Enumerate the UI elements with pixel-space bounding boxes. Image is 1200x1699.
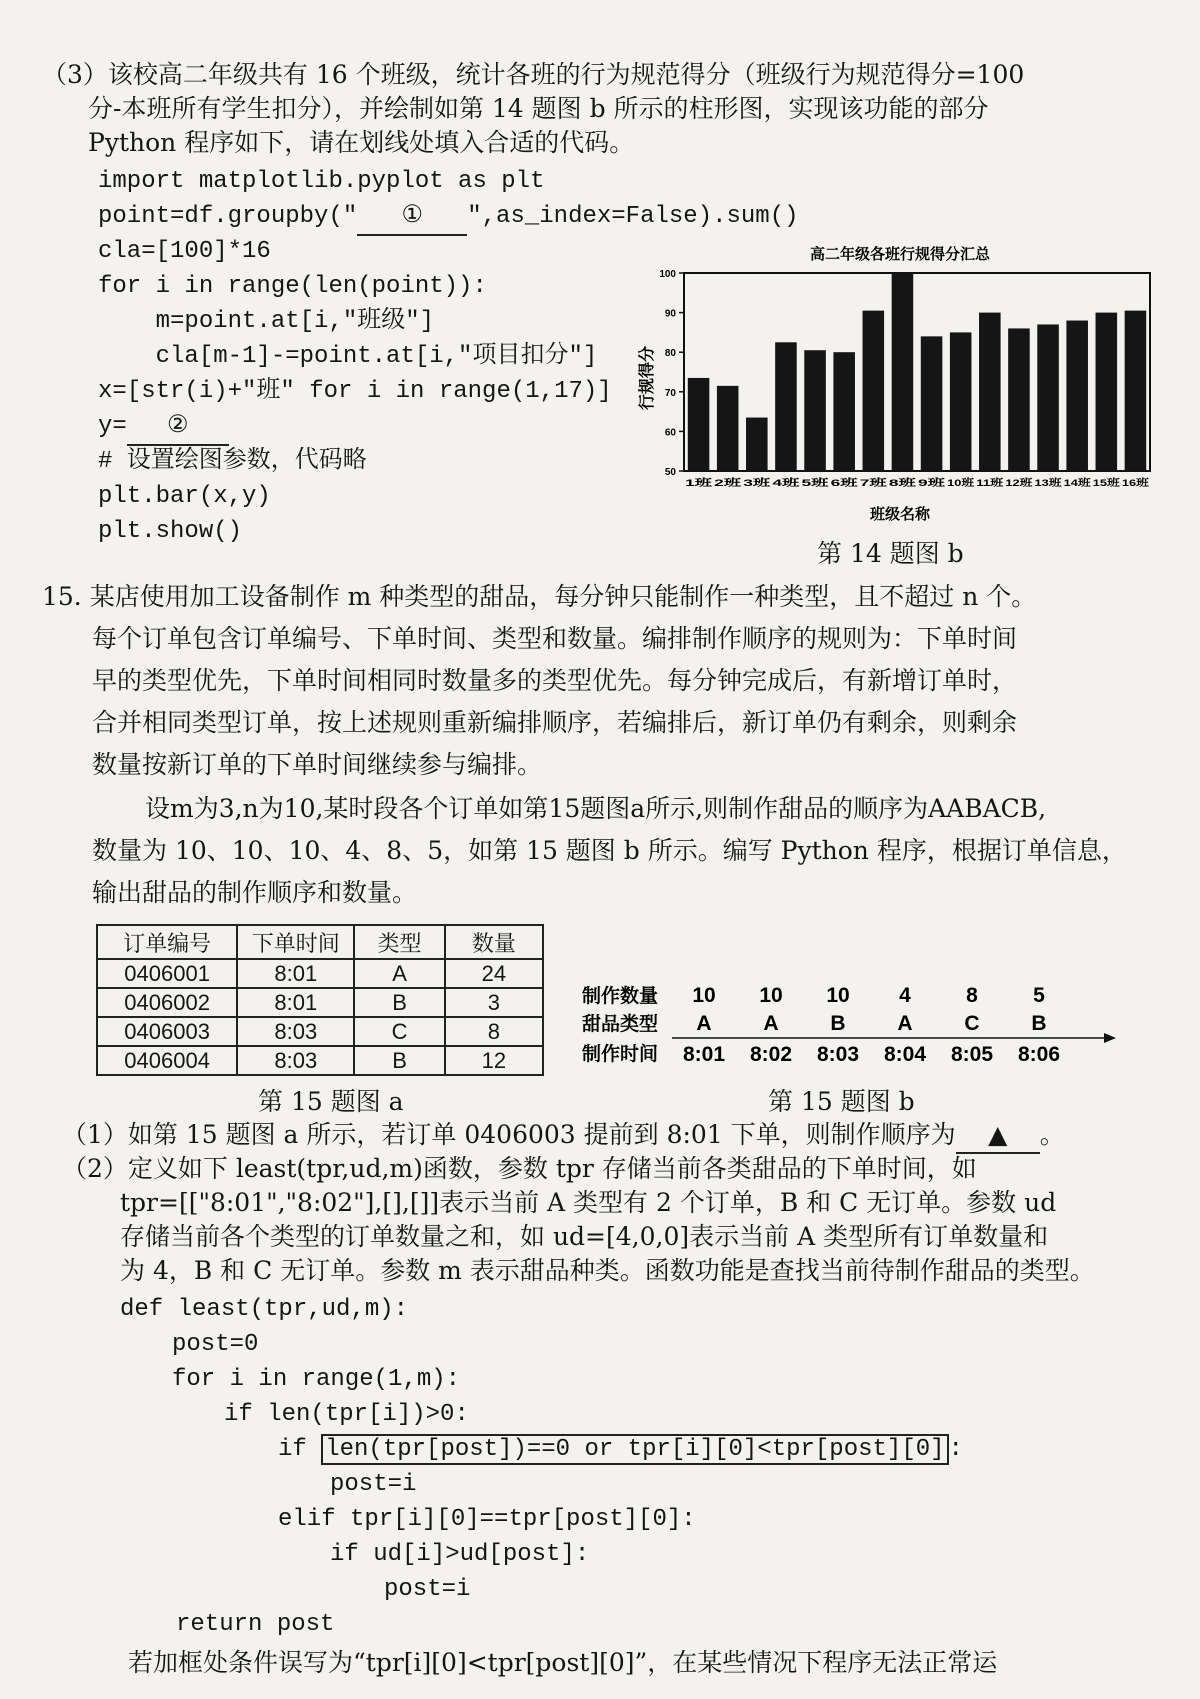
qty-value: 5 — [1033, 984, 1045, 1007]
blank-2: ② — [127, 409, 229, 446]
qty-value: 10 — [759, 984, 783, 1007]
code-show: plt.show() — [98, 518, 243, 545]
qty-value: 8 — [966, 984, 978, 1007]
q15-intro-line7: 数量为 10、10、10、4、8、5，如第 15 题图 b 所示。编写 Python 程序，根据订单信息， — [92, 836, 1127, 865]
x-tick-label: 11班 — [976, 478, 996, 489]
code-if-colon: : — [948, 1436, 963, 1463]
bar-6班 — [833, 352, 855, 471]
y-tick-label: 70 — [664, 387, 676, 399]
q14-part3-line3: Python 程序如下，请在划线处填入合适的代码。 — [88, 128, 635, 157]
bar-2班 — [717, 386, 739, 471]
label-qty: 制作数量 — [582, 986, 659, 1007]
type-value: C — [964, 1012, 980, 1035]
bar-12班 — [1008, 328, 1030, 471]
x-tick-label: 5班 — [801, 478, 817, 489]
q14-part3-line2: 分-本班所有学生扣分），并绘制如第 14 题图 b 所示的柱形图，实现该功能的部分 — [88, 94, 989, 123]
code-elif: elif tpr[i][0]==tpr[post][0]: — [278, 1506, 696, 1533]
type-value: A — [763, 1012, 779, 1035]
bar-3班 — [746, 418, 768, 471]
code-y — [98, 409, 229, 446]
x-tick-label: 10班 — [947, 478, 968, 489]
code-x: x=[str(i)+"班" for i in range(1,17)] — [98, 378, 612, 405]
bar-7班 — [863, 311, 885, 471]
table-row — [97, 959, 543, 988]
cell-type: B — [354, 1046, 444, 1075]
x-tick-label: 3班 — [743, 478, 759, 489]
code-y-pre: y= — [98, 413, 127, 440]
x-tick-label: 8班 — [888, 478, 904, 489]
q15-sub1-text: （1）如第 15 题图 a 所示，若订单 0406003 提前到 8:01 下单，则制作顺序为 — [62, 1120, 956, 1149]
code-if-len: if len(tpr[i])>0: — [224, 1401, 469, 1428]
chart-ylabel: 行规得分 — [639, 345, 656, 411]
y-tick-label: 80 — [664, 348, 676, 360]
timeline-arrowhead — [1104, 1033, 1116, 1043]
cell-order-id: 0406004 — [97, 1046, 237, 1075]
bar-14班 — [1066, 321, 1088, 471]
code-cla-sub: cla[m-1]-=point.at[i,"项目扣分"] — [98, 343, 598, 370]
q15-sub1 — [62, 1118, 1065, 1154]
type-value: B — [1031, 1012, 1047, 1035]
code-groupby — [98, 199, 799, 236]
table-header-row — [97, 925, 543, 959]
code-return: return post — [176, 1611, 335, 1638]
q15-intro-line5: 数量按新订单的下单时间继续参与编排。 — [92, 750, 543, 779]
q15-intro-line3: 早的类型优先，下单时间相同时数量多的类型优先。每分钟完成后，有新增订单时， — [92, 666, 1018, 695]
x-tick-label: 13班 — [1034, 478, 1055, 489]
q15-intro-line2: 每个订单包含订单编号、下单时间、类型和数量。编排制作顺序的规则为：下单时间 — [92, 624, 1018, 653]
q14-part3-line1: （3）该校高二年级共有 16 个班级，统计各班的行为规范得分（班级行为规范得分=100 — [42, 60, 1025, 89]
cell-type: B — [354, 988, 444, 1017]
cell-order-id: 0406003 — [97, 1017, 237, 1046]
chart-xlabel: 班级名称 — [869, 506, 931, 523]
fig14b-caption: 第 14 题图 b — [817, 539, 964, 568]
time-value: 8:05 — [950, 1043, 994, 1066]
code-groupby-pre: point=df.groupby(" — [98, 203, 358, 230]
x-tick-label: 14班 — [1063, 478, 1084, 489]
code-post-assign-1: post=i — [330, 1471, 417, 1498]
cell-qty: 12 — [445, 1046, 543, 1075]
time-value: 8:04 — [883, 1043, 927, 1066]
code-cla: cla=[100]*16 — [98, 238, 271, 265]
x-tick-label: 4班 — [772, 478, 788, 489]
bar-15班 — [1096, 313, 1118, 471]
y-tick-label: 60 — [664, 427, 676, 439]
q15-intro-line6: 设m为3,n为10,某时段各个订单如第15题图a所示,则制作甜品的顺序为AABACB, — [145, 794, 1047, 823]
bar-1班 — [688, 378, 710, 471]
code-post-assign-2: post=i — [384, 1576, 471, 1603]
chart-title: 高二年级各班行规得分汇总 — [809, 246, 991, 263]
y-tick-label: 100 — [659, 269, 676, 280]
boxed-condition: len(tpr[post])==0 or tpr[i][0]<tpr[post][0] — [321, 1434, 948, 1465]
q15-intro-line4: 合并相同类型订单，按上述规则重新编排顺序，若编排后，新订单仍有剩余，则剩余 — [92, 708, 1018, 737]
code-if-keyword: if — [278, 1436, 322, 1463]
code-if-boxed — [278, 1432, 963, 1467]
table-row — [97, 988, 543, 1017]
y-tick-label: 90 — [664, 308, 676, 320]
bar-8班 — [892, 273, 914, 471]
time-value: 8:02 — [749, 1043, 793, 1066]
x-tick-label: 15班 — [1092, 478, 1113, 489]
th-type: 类型 — [354, 925, 444, 959]
code-bar: plt.bar(x,y) — [98, 483, 271, 510]
fig15a-caption: 第 15 题图 a — [258, 1087, 404, 1116]
y-tick-label: 50 — [664, 467, 676, 478]
code-for: for i in range(len(point)): — [98, 273, 487, 300]
qty-value: 4 — [899, 984, 911, 1007]
th-qty: 数量 — [445, 925, 543, 959]
blank-1: ① — [357, 199, 467, 236]
table-row — [97, 1017, 543, 1046]
cell-order-id: 0406002 — [97, 988, 237, 1017]
code-m-assign: m=point.at[i,"班级"] — [98, 308, 435, 335]
cell-type: C — [354, 1017, 444, 1046]
x-tick-label: 2班 — [714, 478, 729, 489]
bar-9班 — [921, 336, 943, 471]
code-for-range: for i in range(1,m): — [172, 1366, 461, 1393]
x-tick-label: 16班 — [1121, 478, 1142, 489]
q15-sub2-line2: tpr=[["8:01","8:02"],[],[]]表示当前 A 类型有 2 个订单，B 和 C 无订单。参数 ud — [120, 1188, 1057, 1217]
time-value: 8:06 — [1017, 1043, 1061, 1066]
time-value: 8:03 — [816, 1043, 860, 1066]
x-tick-label: 7班 — [859, 478, 875, 489]
orders-table — [96, 924, 544, 1076]
q15-sub2-line1: （2）定义如下 least(tpr,ud,m)函数，参数 tpr 存储当前各类甜品的下单时间，如 — [62, 1154, 977, 1183]
cell-time: 8:03 — [237, 1046, 354, 1075]
bar-13班 — [1037, 324, 1059, 471]
code-groupby-post: ",as_index=False).sum() — [467, 203, 799, 230]
th-order-id: 订单编号 — [97, 925, 237, 959]
fig15b-caption: 第 15 题图 b — [768, 1087, 915, 1116]
bar-chart — [630, 240, 1142, 530]
cell-qty: 3 — [445, 988, 543, 1017]
time-value: 8:01 — [682, 1043, 726, 1066]
q15-intro-line1: 15. 某店使用加工设备制作 m 种类型的甜品，每分钟只能制作一种类型，且不超过 n 个。 — [42, 582, 1037, 611]
cell-time: 8:03 — [237, 1017, 354, 1046]
code-import: import matplotlib.pyplot as plt — [98, 168, 545, 195]
bar-10班 — [950, 332, 972, 471]
code-comment: # 设置绘图参数，代码略 — [98, 448, 367, 475]
bar-4班 — [775, 342, 797, 471]
code-post-init: post=0 — [172, 1331, 259, 1358]
type-value: B — [830, 1012, 846, 1035]
x-tick-label: 9班 — [918, 478, 933, 489]
label-time: 制作时间 — [582, 1044, 659, 1065]
code-if-ud: if ud[i]>ud[post]: — [330, 1541, 590, 1568]
q15-sub1-end: 。 — [1039, 1120, 1065, 1149]
cell-qty: 8 — [445, 1017, 543, 1046]
table-row — [97, 1046, 543, 1075]
production-timeline — [580, 970, 1120, 1080]
cell-order-id: 0406001 — [97, 959, 237, 988]
label-type: 甜品类型 — [582, 1014, 659, 1035]
bar-5班 — [804, 350, 826, 471]
q15-intro-line8: 输出甜品的制作顺序和数量。 — [92, 878, 418, 907]
q15-sub2-line3: 存储当前各个类型的订单数量之和，如 ud=[4,0,0]表示当前 A 类型所有订单数量和 — [120, 1222, 1049, 1251]
cell-time: 8:01 — [237, 959, 354, 988]
q15-final-line: 若加框处条件误写为“tpr[i][0]<tpr[post][0]”，在某些情况下程序无法正常运 — [128, 1648, 998, 1677]
bar-11班 — [979, 313, 1001, 471]
code-def-least: def least(tpr,ud,m): — [120, 1296, 409, 1323]
cell-time: 8:01 — [237, 988, 354, 1017]
type-value: A — [897, 1012, 913, 1035]
cell-type: A — [354, 959, 444, 988]
answer-blank: ▲ — [956, 1118, 1040, 1154]
bar-16班 — [1125, 311, 1147, 471]
x-tick-label: 6班 — [830, 478, 846, 489]
qty-value: 10 — [692, 984, 716, 1007]
q15-sub2-line4: 为 4，B 和 C 无订单。参数 m 表示甜品种类。函数功能是查找当前待制作甜品的类型。 — [120, 1256, 1095, 1285]
cell-qty: 24 — [445, 959, 543, 988]
x-tick-label: 1班 — [685, 478, 700, 489]
qty-value: 10 — [826, 984, 850, 1007]
th-order-time: 下单时间 — [237, 925, 354, 959]
type-value: A — [696, 1012, 712, 1035]
x-tick-label: 12班 — [1005, 478, 1026, 489]
